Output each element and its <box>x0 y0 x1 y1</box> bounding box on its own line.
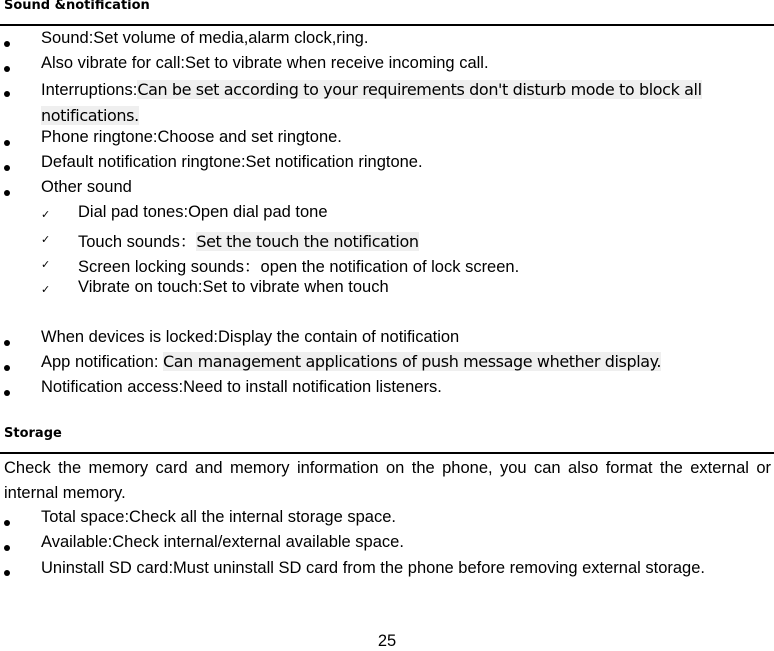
section-title-sound: Sound &notification <box>4 0 150 13</box>
list-item: Total space:Check all the internal storage space. <box>41 508 396 526</box>
checkmark-icon: ✓ <box>41 258 51 271</box>
highlighted-text: Can management applications of push message whether display. <box>163 352 662 371</box>
list-item: When devices is locked:Display the contain of notification <box>41 328 460 346</box>
section-divider <box>0 452 774 454</box>
bullet-icon <box>4 365 10 371</box>
list-item: Phone ringtone:Choose and set ringtone. <box>41 128 342 146</box>
page-number: 25 <box>377 632 397 650</box>
item-prefix: App notification: <box>41 353 163 371</box>
list-item: Sound:Set volume of media,alarm clock,ring. <box>41 29 369 47</box>
list-item: Notification access:Need to install notification listeners. <box>41 378 442 396</box>
highlighted-text: Can be set according to your requirements don't disturb mode to block all notifications. <box>41 80 702 125</box>
sub-list-item <box>78 228 419 252</box>
list-item: Other sound <box>41 178 132 196</box>
sub-list-item: Dial pad tones:Open dial pad tone <box>78 203 328 221</box>
bullet-icon <box>4 570 10 576</box>
bullet-icon <box>4 66 10 72</box>
list-item <box>41 77 771 129</box>
bullet-icon <box>4 91 10 97</box>
checkmark-icon: ✓ <box>41 233 51 246</box>
bullet-icon <box>4 520 10 526</box>
bullet-icon <box>4 340 10 346</box>
bullet-icon <box>4 545 10 551</box>
list-item <box>41 352 661 372</box>
checkmark-icon: ✓ <box>41 283 51 296</box>
list-item: Uninstall SD card:Must uninstall SD card from the phone before removing external storage. <box>41 559 705 577</box>
checkmark-icon: ✓ <box>41 208 51 221</box>
storage-intro-paragraph: Check the memory card and memory information on the phone, you can also format the external or internal memory. <box>4 459 771 502</box>
sub-list-item: Vibrate on touch:Set to vibrate when touch <box>78 278 389 296</box>
sub-list-item: Screen locking sounds：open the notification of lock screen. <box>78 258 520 276</box>
list-item: Default notification ringtone:Set notification ringtone. <box>41 153 423 171</box>
bullet-icon <box>4 390 10 396</box>
bullet-icon <box>4 140 10 146</box>
bullet-icon <box>4 190 10 196</box>
section-title-storage: Storage <box>4 426 62 441</box>
list-item: Available:Check internal/external available space. <box>41 533 404 551</box>
item-prefix: Touch sounds： <box>78 233 197 251</box>
bullet-icon <box>4 41 10 47</box>
list-item: Also vibrate for call:Set to vibrate when receive incoming call. <box>41 54 489 72</box>
section-divider <box>0 24 774 26</box>
item-prefix: Interruptions: <box>41 81 138 99</box>
highlighted-text: Set the touch the notification <box>196 232 419 251</box>
bullet-icon <box>4 165 10 171</box>
